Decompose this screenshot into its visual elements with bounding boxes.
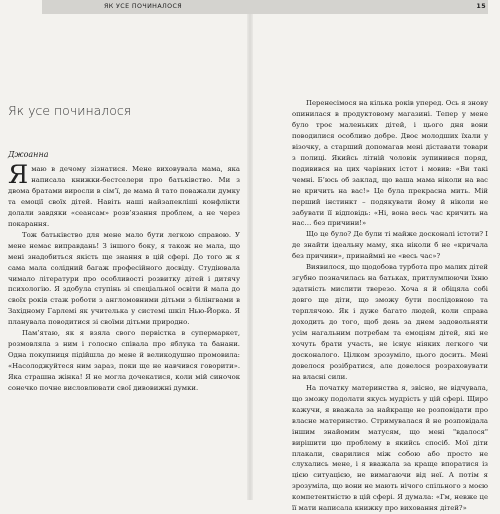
paragraph: Перенесімося на кілька років уперед. Ось я знову опинилася в продуктовому магазині. Тепер у мене було троє маленьких дітей, і цього дня вони поводилися особливо добре. Двоє молодших їхали у візочку, а старший допомагав мені діставати товари з полиці. Якийсь літній чоловік зупинився поряд, подивився на цих чарівних істот і мовив: «Ви такі чемні. Б’юсь об заклад, що ваша мама ніколи на вас не кричить на вас!» Це була прекрасна мить. Мій перший інстинкт – подякувати йому й ніколи не забувати її відповідь: «Ні, вона весь час кричить на нас… без причини!»	[292, 99, 488, 228]
paragraph: На початку материнства я, звісно, не відчувала, що зможу подолати якусь мудрість у цій сфері. Щиро кажучи, я вважала за найкраще не розповідати про власне материнство. Стримувалася й не розповідала іншим знайомим матусям, що мені "вдалося" вирішити цю проблему в якийсь спосіб. Мої діти плакали, сварилися між собою або просто не слухались мене, і я вважала за краще впоратися із цією ситуацією, не вимагаючи від неї. А потім я зрозуміла, що вони не мають нічого спільного з моєю компетентністю в цій сфері. Я думала: «Гм, невже це її мати написала книжку про виховання дітей?»	[292, 383, 488, 513]
running-head-title: ЯК УСЕ ПОЧИНАЛОСЯ	[104, 3, 183, 10]
chapter-title: Як усе починалося	[8, 103, 132, 118]
paragraph: Виявилося, що щодобова турбота про малих дітей згубно позначилась на батьках, притлумлюючи їхню здатність мислити тверезо. Хоча я й обіцяла собі довго ще діти, що зможу бути послідовною та терплячою. Як і дуже багато людей, коли справа доходить до того, щоб день за днем задовольняти усім нагальним потребам та емоціям дітей, які не хочуть брати участь, не існує ніяких легкого чи досконалого. Цілком зрозуміло, цього досить. Мені довелося розібратися, але довелося розраховувати на власні сили.	[292, 263, 488, 381]
paragraph: Пам’ятаю, як я взяла свого первістка в супермаркет, розмовляла з ним і голосно співала про яблука та банани. Одна покупниця підійшла до мене й великодушно промовила: «Насолоджуйтеся ним зараз, поки ще не навчився говорити». Яка страшна жінка! Я не могла дочекатися, коли мій синочок сонечко почне висловлювати свої дивовижні думки.	[8, 329, 240, 393]
running-head	[42, 0, 488, 14]
left-body-text	[8, 160, 240, 394]
left-page	[0, 0, 250, 500]
paragraph: Що це було? Де були ті майже досконалі істоти? І де знайти ідеальну маму, яка ніколи б не «кричала без причини», принаймні не «весь час»?	[292, 230, 488, 261]
author-name: Джоанна	[8, 150, 49, 159]
drop-cap: Я	[8, 160, 29, 189]
paragraph: Ямаю в дечому зізнатися. Мене виховувала мама, яка написала книжки-бестселери про батьківство. Ми з двома братами виросли в сім’ї, де мама й тато поважали думку та емоції своїх дітей. Навіть наші найзапекліші конфлікти долали завдяки «сеансам» розв’язання проблем, а не через покарання.	[8, 160, 240, 228]
page-number: 15	[476, 3, 486, 10]
paragraph: Тож батьківство для мене мало бути легкою справою. У мене немає виправдань! З іншого боку, я також не мала, що мені знадобиться якість ще знання в цій сфері. До того ж я сама мала солідний багаж професійного досвіду. Студіювала чимало літератури про особливості розвитку дітей і дитячу психологію. Я здобула ступінь зі спеціальної освіти й мала до своїх років стаж роботи з англомовними дітьми з білінгвами в Західному Гарлемі як учителька у системі шкіл Нью-Йорка. Я планувала поводитися зі своїми дітьми природно.	[8, 230, 240, 327]
right-body-text	[292, 98, 488, 514]
